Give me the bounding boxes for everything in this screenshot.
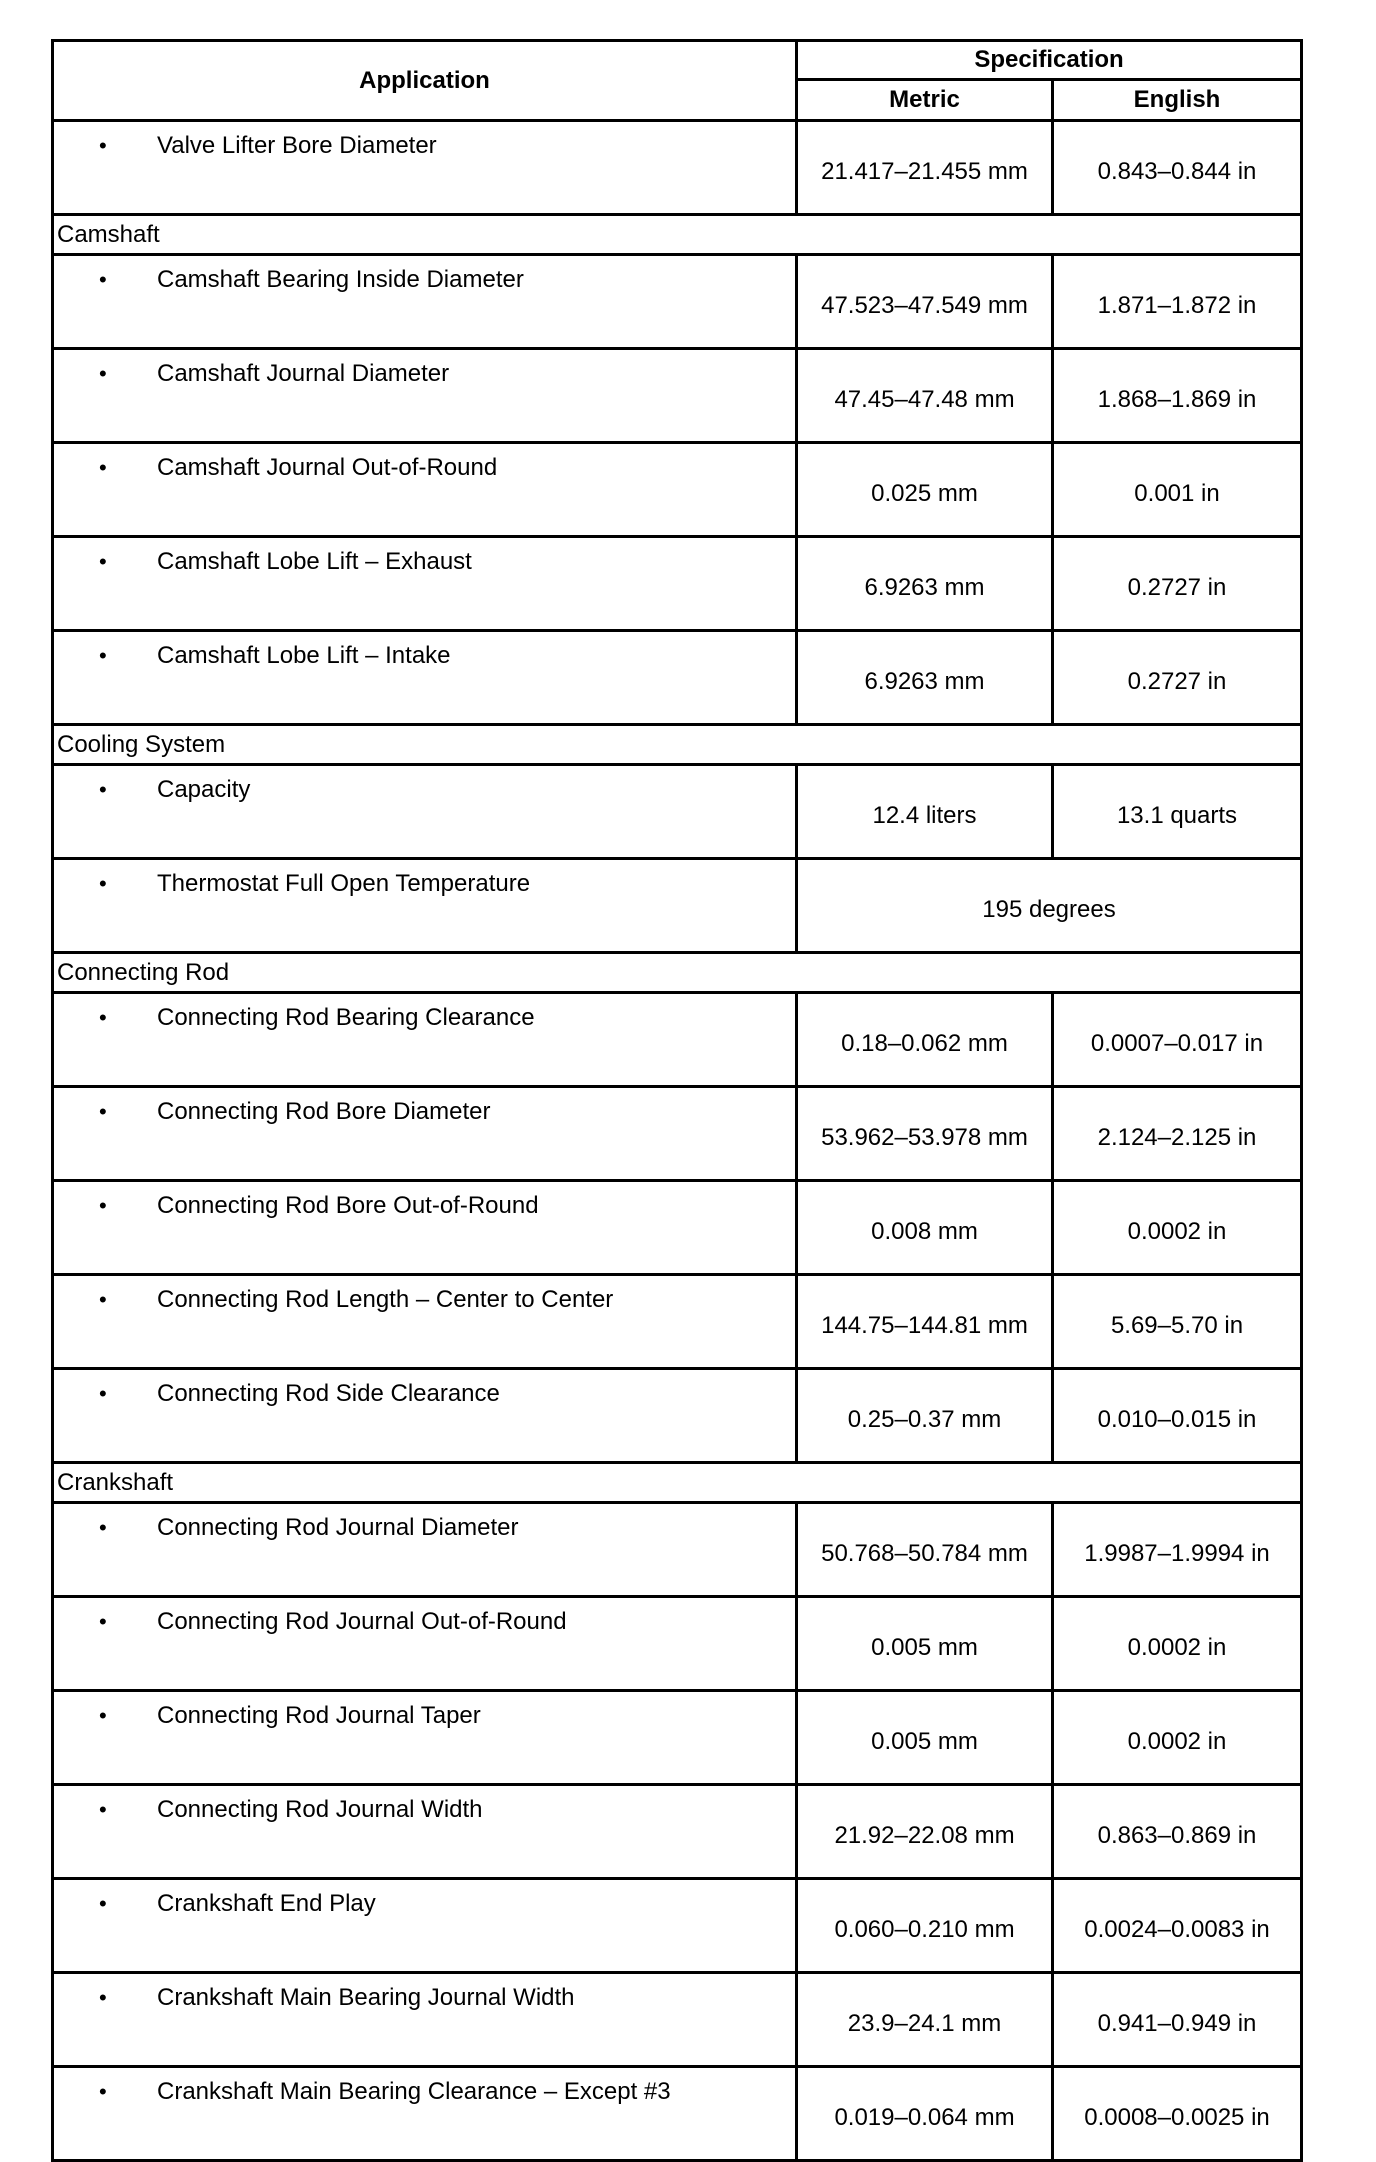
- bullet-icon: •: [99, 1891, 107, 1916]
- application-cell: [53, 1973, 797, 2067]
- bullet-icon: •: [99, 1797, 107, 1822]
- bullet-icon: •: [99, 1985, 107, 2010]
- application-cell: [53, 255, 797, 349]
- metric-value: 0.008 mm: [797, 1181, 1053, 1275]
- specification-table: [51, 39, 1303, 2162]
- table-row: [53, 537, 1302, 631]
- application-label: Crankshaft Main Bearing Journal Width: [157, 1984, 575, 2011]
- table-row: [53, 765, 1302, 859]
- metric-value: 0.005 mm: [797, 1691, 1053, 1785]
- application-label: Connecting Rod Bore Diameter: [157, 1098, 491, 1125]
- application-cell: [53, 1597, 797, 1691]
- metric-value: 6.9263 mm: [797, 631, 1053, 725]
- english-value: 0.2727 in: [1053, 631, 1302, 725]
- metric-value: 0.25–0.37 mm: [797, 1369, 1053, 1463]
- bullet-icon: •: [99, 549, 107, 574]
- bullet-icon: •: [99, 871, 107, 896]
- table-row: [53, 859, 1302, 953]
- table-row: [53, 1369, 1302, 1463]
- table-row: [53, 2067, 1302, 2161]
- metric-value: 50.768–50.784 mm: [797, 1503, 1053, 1597]
- bullet-icon: •: [99, 267, 107, 292]
- table-row: [53, 1691, 1302, 1785]
- table-row: [53, 993, 1302, 1087]
- table-row: [53, 349, 1302, 443]
- metric-value: 0.005 mm: [797, 1597, 1053, 1691]
- metric-value: 12.4 liters: [797, 765, 1053, 859]
- section-title: Connecting Rod: [53, 953, 1302, 993]
- application-cell: [53, 765, 797, 859]
- metric-value: 47.523–47.549 mm: [797, 255, 1053, 349]
- application-label: Thermostat Full Open Temperature: [157, 870, 531, 897]
- metric-value: 21.417–21.455 mm: [797, 121, 1053, 215]
- application-label: Camshaft Journal Out-of-Round: [157, 454, 498, 481]
- application-label: Camshaft Bearing Inside Diameter: [157, 266, 524, 293]
- english-value: 0.0002 in: [1053, 1691, 1302, 1785]
- english-value: 1.868–1.869 in: [1053, 349, 1302, 443]
- application-cell: [53, 1275, 797, 1369]
- english-value: 0.001 in: [1053, 443, 1302, 537]
- bullet-icon: •: [99, 1193, 107, 1218]
- table-row: [53, 1181, 1302, 1275]
- application-label: Connecting Rod Bearing Clearance: [157, 1004, 535, 1031]
- english-value: 2.124–2.125 in: [1053, 1087, 1302, 1181]
- bullet-icon: •: [99, 1703, 107, 1728]
- metric-value: 47.45–47.48 mm: [797, 349, 1053, 443]
- metric-header: Metric: [797, 80, 1053, 121]
- metric-value: 53.962–53.978 mm: [797, 1087, 1053, 1181]
- table-body: [53, 121, 1302, 2161]
- application-cell: [53, 1369, 797, 1463]
- english-value: 0.0024–0.0083 in: [1053, 1879, 1302, 1973]
- section-row: [53, 953, 1302, 993]
- application-cell: [53, 1691, 797, 1785]
- section-row: [53, 1463, 1302, 1503]
- table-row: [53, 121, 1302, 215]
- english-value: 13.1 quarts: [1053, 765, 1302, 859]
- bullet-icon: •: [99, 361, 107, 386]
- table-row: [53, 1879, 1302, 1973]
- table-row: [53, 443, 1302, 537]
- application-label: Valve Lifter Bore Diameter: [157, 132, 437, 159]
- english-value: 1.871–1.872 in: [1053, 255, 1302, 349]
- metric-value: 0.18–0.062 mm: [797, 993, 1053, 1087]
- application-cell: [53, 537, 797, 631]
- application-label: Crankshaft Main Bearing Clearance – Except #3: [157, 2078, 671, 2105]
- english-value: 0.843–0.844 in: [1053, 121, 1302, 215]
- application-label: Connecting Rod Length – Center to Center: [157, 1286, 614, 1313]
- combined-value: 195 degrees: [797, 859, 1302, 953]
- bullet-icon: •: [99, 2079, 107, 2104]
- bullet-icon: •: [99, 1381, 107, 1406]
- table-row: [53, 1275, 1302, 1369]
- application-cell: [53, 1503, 797, 1597]
- application-label: Connecting Rod Journal Diameter: [157, 1514, 519, 1541]
- application-cell: [53, 1181, 797, 1275]
- application-label: Camshaft Lobe Lift – Intake: [157, 642, 451, 669]
- application-cell: [53, 1785, 797, 1879]
- section-title: Cooling System: [53, 725, 1302, 765]
- english-value: 0.941–0.949 in: [1053, 1973, 1302, 2067]
- application-label: Camshaft Journal Diameter: [157, 360, 450, 387]
- table-row: [53, 1503, 1302, 1597]
- application-label: Connecting Rod Journal Taper: [157, 1702, 481, 1729]
- metric-value: 0.025 mm: [797, 443, 1053, 537]
- english-value: 1.9987–1.9994 in: [1053, 1503, 1302, 1597]
- application-cell: [53, 1087, 797, 1181]
- table-header: [53, 41, 1302, 121]
- metric-value: 0.060–0.210 mm: [797, 1879, 1053, 1973]
- section-row: [53, 215, 1302, 255]
- table-row: [53, 1973, 1302, 2067]
- application-label: Camshaft Lobe Lift – Exhaust: [157, 548, 472, 575]
- english-header: English: [1053, 80, 1302, 121]
- application-label: Connecting Rod Journal Out-of-Round: [157, 1608, 567, 1635]
- metric-value: 21.92–22.08 mm: [797, 1785, 1053, 1879]
- english-value: 5.69–5.70 in: [1053, 1275, 1302, 1369]
- english-value: 0.2727 in: [1053, 537, 1302, 631]
- application-label: Connecting Rod Bore Out-of-Round: [157, 1192, 539, 1219]
- metric-value: 23.9–24.1 mm: [797, 1973, 1053, 2067]
- table-row: [53, 1597, 1302, 1691]
- application-cell: [53, 631, 797, 725]
- bullet-icon: •: [99, 643, 107, 668]
- metric-value: 6.9263 mm: [797, 537, 1053, 631]
- section-title: Camshaft: [53, 215, 1302, 255]
- application-cell: [53, 2067, 797, 2161]
- bullet-icon: •: [99, 455, 107, 480]
- application-label: Connecting Rod Side Clearance: [157, 1380, 500, 1407]
- application-label: Crankshaft End Play: [157, 1890, 376, 1917]
- section-row: [53, 725, 1302, 765]
- bullet-icon: •: [99, 1609, 107, 1634]
- application-cell: [53, 993, 797, 1087]
- table-row: [53, 631, 1302, 725]
- english-value: 0.010–0.015 in: [1053, 1369, 1302, 1463]
- english-value: 0.0008–0.0025 in: [1053, 2067, 1302, 2161]
- bullet-icon: •: [99, 1099, 107, 1124]
- table-row: [53, 255, 1302, 349]
- bullet-icon: •: [99, 1515, 107, 1540]
- application-cell: [53, 859, 797, 953]
- bullet-icon: •: [99, 133, 107, 158]
- table-row: [53, 1087, 1302, 1181]
- metric-value: 0.019–0.064 mm: [797, 2067, 1053, 2161]
- application-header: Application: [53, 41, 797, 121]
- bullet-icon: •: [99, 1287, 107, 1312]
- application-cell: [53, 121, 797, 215]
- specification-header: Specification: [797, 41, 1302, 80]
- application-label: Connecting Rod Journal Width: [157, 1796, 483, 1823]
- english-value: 0.0007–0.017 in: [1053, 993, 1302, 1087]
- section-title: Crankshaft: [53, 1463, 1302, 1503]
- bullet-icon: •: [99, 1005, 107, 1030]
- application-cell: [53, 1879, 797, 1973]
- bullet-icon: •: [99, 777, 107, 802]
- english-value: 0.863–0.869 in: [1053, 1785, 1302, 1879]
- english-value: 0.0002 in: [1053, 1181, 1302, 1275]
- english-value: 0.0002 in: [1053, 1597, 1302, 1691]
- application-cell: [53, 443, 797, 537]
- application-cell: [53, 349, 797, 443]
- table-row: [53, 1785, 1302, 1879]
- application-label: Capacity: [157, 776, 251, 803]
- metric-value: 144.75–144.81 mm: [797, 1275, 1053, 1369]
